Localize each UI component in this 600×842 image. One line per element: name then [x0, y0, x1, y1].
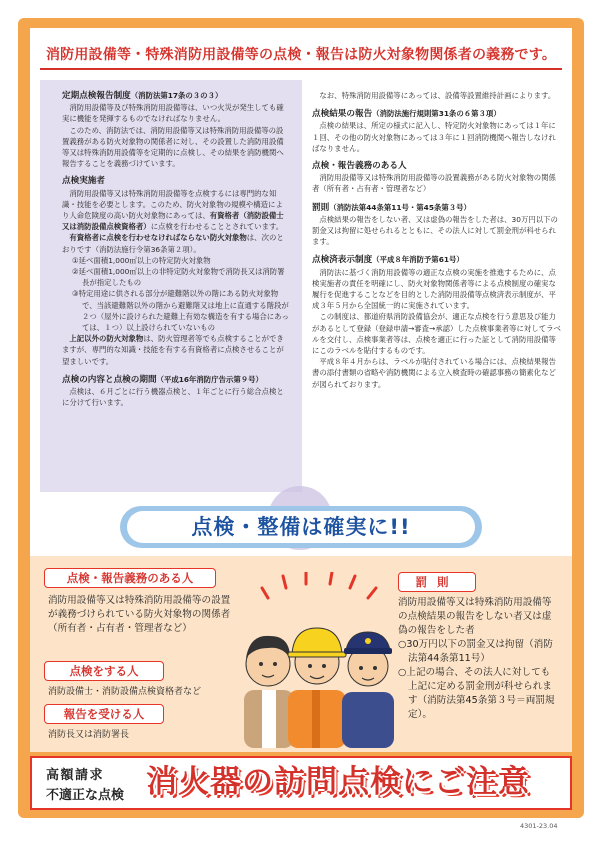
emphasis-rays-icon	[262, 572, 376, 598]
section-heading: 点検済表示制度（平成８年消防予第61号）	[312, 255, 464, 266]
paragraph: 消防用設備等又は特殊消防用設備等の設置義務がある防火対象物の関係者（所有者・占有者・管理者など）	[312, 173, 556, 194]
penalty-text	[398, 596, 558, 722]
title-divider	[40, 68, 562, 70]
footer-warning-headline: 消火器の訪問点検にご注意	[146, 764, 530, 800]
paragraph: 有資格者に点検を行わせなければならない防火対象物は、次のとおりです（消防法施行令第36条第２項）。	[62, 233, 284, 254]
list-item: ①延べ面積1,000㎡以上の特定防火対象物	[72, 255, 211, 265]
section-heading: 定期点検報告制度（消防法第17条の３の３）	[62, 91, 223, 101]
right-column	[312, 90, 562, 390]
penalty-item: ○30万円以下の罰金又は拘留（消防法第44条第11号）	[398, 639, 553, 664]
left-column	[62, 90, 290, 408]
section-heading: 罰則（消防法第44条第11号・第45条第３号）	[312, 202, 471, 213]
section-heading: 点検実施者	[62, 176, 105, 187]
three-people-illustration	[238, 572, 398, 748]
banner-slogan: 点検・整備は確実に!!	[191, 515, 411, 539]
page-title: 消防用設備等・特殊消防用設備等の点検・報告は防火対象物関係者の義務です。	[45, 47, 557, 63]
list-item: ③特定用途に供される部分が避難階以外の階にある防火対象物で、当該避難階以外の階から避難階又は地上に直通する階段が２つ（屋外に設けられた避難上有効な構造を有する場合にあっては、１つ）以上設けられていないもの	[72, 289, 289, 333]
paragraph: 上記以外の防火対象物は、防火管理者等でも点検することができますが、専門的な知識・技能を有する有資格者に点検させることが望ましいです。	[62, 334, 284, 366]
inspector-text: 消防設備士・消防設備点検資格者など	[48, 687, 202, 697]
civilian-man-icon	[244, 636, 294, 748]
paragraph: なお、特殊消防用設備等にあっては、設備等設置維持計画によります。	[319, 91, 556, 100]
penalty-intro: 消防用設備等又は特殊消防用設備等の点検結果の報告をしない者又は虚偽の報告をした者	[398, 597, 552, 636]
paragraph: 消防法に基づく消防用設備等の適正な点検の実施を推進するために、点検実施者の責任を明確にし、防火対象物関係者等による点検制度の確実な履行を促進することなどを目的とした消防用設備等点検済表示制度が、平成３年５月から全国統一的に実施されています。	[312, 267, 556, 311]
section-heading: 点検の内容と点検の期間（平成16年消防庁告示第９号）	[62, 374, 263, 385]
fire-officer-icon	[342, 632, 394, 748]
footer-label-improper-check: 不適正な点検	[46, 788, 125, 803]
duty-holder-tag: 点検・報告義務のある人	[44, 568, 216, 588]
inspector-tag: 点検をする人	[44, 661, 164, 681]
paragraph: 点検は、６月ごとに行う機器点検と、１年ごとに行う総合点検とに分けて行います。	[62, 387, 284, 408]
penalty-item: ○上記の場合、その法人に対しても上記に定める罰金刑が科せられます（消防法第45条第３号＝両罰規定）。	[398, 667, 555, 720]
footer-label-high-bill: 高額請求	[46, 768, 105, 783]
list-item: ②延べ面積1,000㎡以上の非特定防火対象物で消防長又は消防署長が指定したもの	[72, 267, 285, 288]
inspector-worker-icon	[288, 628, 346, 748]
paragraph: 消防用設備等又は特殊消防用設備等を点検するには専門的な知識・技能を必要とします。このため、防火対象物の規模や構造により人命危険度の高い防火対象物にあっては、有資格者（消防設備士又は消防設備点検資格者）に点検を行わせることとされています。	[62, 188, 284, 232]
penalty-tag: 罰則	[398, 572, 476, 592]
paragraph: この制度は、都道府県消防設備協会が、適正な点検を行う意思及び能力があるとして登録（登録申請→審査→承認）した点検事業者等に対してラベルを交付し、点検事業者等は、点検を適正に行った証として消防用設備等にこのラベルを貼付するものです。	[312, 312, 561, 356]
document-code: 4301-23.04	[520, 822, 558, 830]
duty-holder-text: 消防用設備等又は特殊消防用設備等の設置が義務づけられている防火対象物の関係者（所有者・占有者・管理者など）	[48, 595, 231, 634]
list	[62, 255, 290, 333]
paragraph: 消防用設備等及び特殊消防用設備等は、いつ火災が発生しても確実に機能を発揮するものでなければなりません。	[62, 103, 284, 124]
paragraph: このため、消防法では、消防用設備等又は特殊消防用設備等の設置義務がある防火対象物の関係者に対し、その設置した消防用設備等又は特殊消防用設備等を定期的に点検し、その結果を消防機関へ報告することを義務づけています。	[62, 125, 284, 169]
paragraph: 点検結果の報告をしない者、又は虚偽の報告をした者は、30万円以下の罰金又は拘留に処せられるとともに、その法人に対して罰金刑が科せられます。	[312, 214, 558, 247]
report-recipient-text: 消防長又は消防署長	[48, 730, 130, 740]
paragraph: 平成８年４月からは、ラベルが貼付されている場合には、点検結果報告書の添付書類の省略や消防機関による立入検査時の確認事務の簡素化などが図られております。	[312, 357, 556, 389]
report-recipient-tag: 報告を受ける人	[44, 704, 164, 724]
section-heading: 点検・報告義務のある人	[312, 161, 407, 172]
paragraph: 点検の結果は、所定の様式に記入し、特定防火対象物にあっては１年に１回、その他の防火対象物にあっては３年に１回消防機関へ報告しなければなりません。	[312, 121, 556, 153]
section-heading: 点検結果の報告（消防法施行規則第31条の６第３項）	[312, 109, 501, 120]
